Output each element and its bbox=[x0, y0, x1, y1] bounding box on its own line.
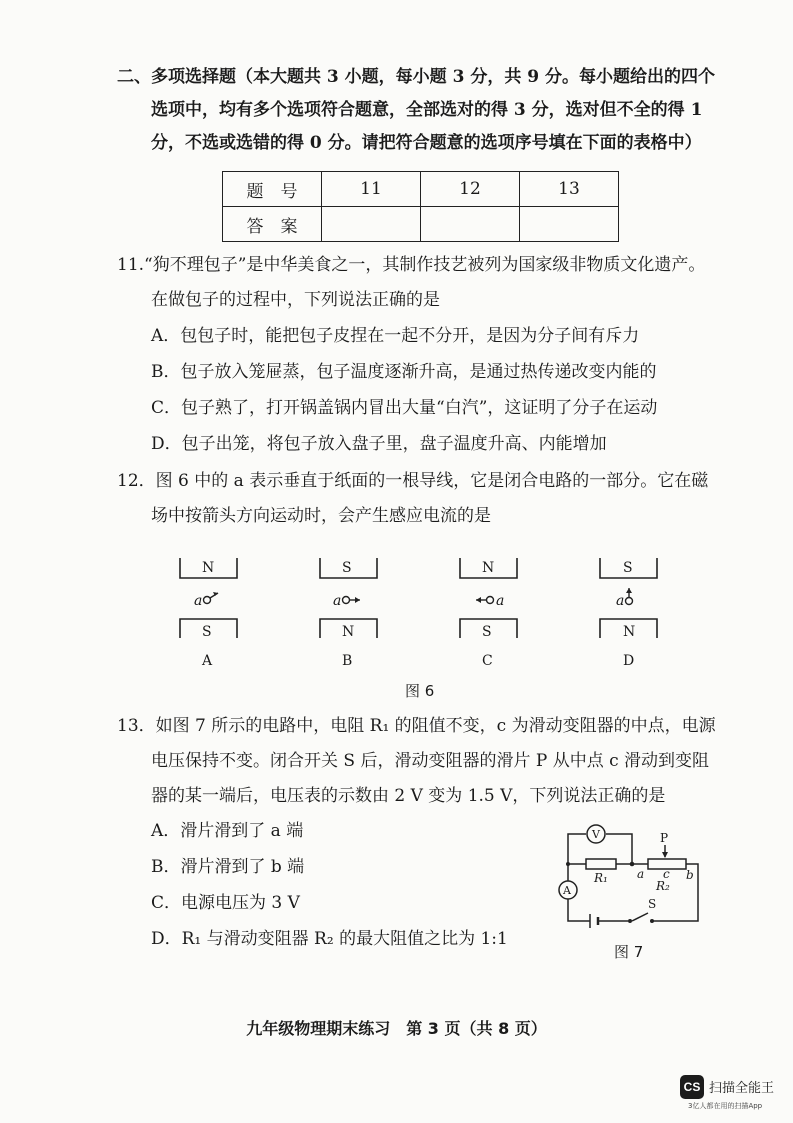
number-13: 13 bbox=[520, 172, 619, 207]
answer-cell-11[interactable] bbox=[322, 207, 421, 242]
ammeter-label: A bbox=[563, 884, 571, 897]
magnet-a-top-pole: N bbox=[202, 560, 215, 576]
r1-label: R₁ bbox=[594, 871, 608, 885]
q11-stem-1: 11.“狗不理包子”是中华美食之一，其制作技艺被列为国家级非物质文化遗产。 bbox=[117, 255, 706, 275]
switch-s bbox=[632, 913, 648, 921]
option-b-label: B bbox=[342, 653, 353, 669]
q12-stem-2: 场中按箭头方向运动时，会产生感应电流的是 bbox=[151, 506, 491, 526]
switch-s-label: S bbox=[648, 897, 657, 911]
number-11: 11 bbox=[322, 172, 421, 207]
answer-cell-12[interactable] bbox=[421, 207, 520, 242]
wire-b-label: a bbox=[333, 593, 342, 609]
figure-6 bbox=[160, 548, 660, 673]
q13-stem-1: 13．如图 7 所示的电路中，电阻 R₁ 的阻值不变，c 为滑动变阻器的中点，电源 bbox=[117, 716, 716, 736]
option-c-label: C bbox=[482, 653, 493, 669]
option-d-label: D bbox=[623, 653, 635, 669]
figure-7-caption: 图 7 bbox=[614, 943, 644, 961]
q13-option-d: D．R₁ 与滑动变阻器 R₂ 的最大阻值之比为 1:1 bbox=[151, 929, 508, 949]
magnet-b-top-pole: S bbox=[342, 560, 352, 576]
voltmeter-label: V bbox=[592, 828, 600, 841]
wire-a-label: a bbox=[194, 593, 203, 609]
wire-b bbox=[343, 597, 350, 604]
q11-option-c: C．包子熟了，打开锅盖锅内冒出大量“白汽”，这证明了分子在运动 bbox=[151, 398, 658, 418]
wire-d bbox=[626, 598, 633, 605]
slider-p-label: P bbox=[660, 831, 669, 845]
wire-c bbox=[487, 597, 494, 604]
section-instructions-3: 分，不选或选错的得 0 分。请把符合题意的选项序号填在下面的表格中） bbox=[151, 133, 702, 153]
terminal-b-label: b bbox=[686, 868, 694, 882]
resistor-r1 bbox=[586, 859, 616, 869]
q13-option-a: A．滑片滑到了 a 端 bbox=[151, 821, 304, 841]
q13-stem-2: 电压保持不变。闭合开关 S 后，滑动变阻器的滑片 P 从中点 c 滑动到变阻 bbox=[151, 751, 710, 771]
q13-stem-3: 器的某一端后，电压表的示数由 2 V 变为 1.5 V，下列说法正确的是 bbox=[151, 786, 666, 806]
terminal-a-label: a bbox=[637, 867, 645, 881]
answer-cell-13[interactable] bbox=[520, 207, 619, 242]
figure-7-circuit bbox=[548, 818, 708, 930]
wire-a bbox=[204, 597, 211, 604]
figure-6-caption: 图 6 bbox=[405, 682, 435, 700]
answer-table bbox=[222, 171, 619, 242]
magnet-b-bottom-pole: N bbox=[342, 624, 355, 640]
q13-option-c: C．电源电压为 3 V bbox=[151, 893, 300, 913]
q11-option-b: B．包子放入笼屉蒸，包子温度逐渐升高，是通过热传递改变内能的 bbox=[151, 362, 657, 382]
answer-table-row-answer bbox=[223, 207, 619, 242]
magnet-a-bottom-pole: S bbox=[202, 624, 212, 640]
option-a-label: A bbox=[202, 653, 213, 669]
scanner-app-tagline: 3亿人都在用的扫描App bbox=[688, 1102, 763, 1110]
q12-stem-1: 12．图 6 中的 a 表示垂直于纸面的一根导线，它是闭合电路的一部分。它在磁 bbox=[117, 471, 709, 491]
magnet-d-top-pole: S bbox=[623, 560, 633, 576]
header-number: 题 号 bbox=[223, 172, 322, 207]
answer-table-row-number bbox=[223, 172, 619, 207]
wire-c-label: a bbox=[496, 593, 505, 609]
wire-d-label: a bbox=[616, 593, 625, 609]
midpoint-c-label: c bbox=[663, 867, 670, 881]
section-title: 二、多项选择题（本大题共 3 小题，每小题 3 分，共 9 分。每小题给出的四个 bbox=[117, 67, 715, 87]
page-footer: 九年级物理期末练习 第 3 页（共 8 页） bbox=[246, 1019, 547, 1038]
header-answer: 答 案 bbox=[223, 207, 322, 242]
number-12: 12 bbox=[421, 172, 520, 207]
q13-option-b: B．滑片滑到了 b 端 bbox=[151, 857, 305, 877]
q11-option-d: D．包子出笼，将包子放入盘子里，盘子温度升高、内能增加 bbox=[151, 434, 607, 454]
magnet-d-bottom-pole: N bbox=[623, 624, 636, 640]
scanner-app-name: 扫描全能王 bbox=[709, 1081, 775, 1096]
r2-label: R₂ bbox=[656, 879, 670, 893]
q11-option-a: A．包包子时，能把包子皮捏在一起不分开，是因为分子间有斥力 bbox=[151, 326, 640, 346]
camscanner-logo-icon: CS bbox=[680, 1075, 704, 1099]
magnet-c-bottom-pole: S bbox=[482, 624, 492, 640]
magnet-c-top-pole: N bbox=[482, 560, 495, 576]
section-instructions-2: 选项中，均有多个选项符合题意，全部选对的得 3 分，选对但不全的得 1 bbox=[151, 100, 703, 120]
q11-stem-2: 在做包子的过程中，下列说法正确的是 bbox=[151, 290, 440, 310]
